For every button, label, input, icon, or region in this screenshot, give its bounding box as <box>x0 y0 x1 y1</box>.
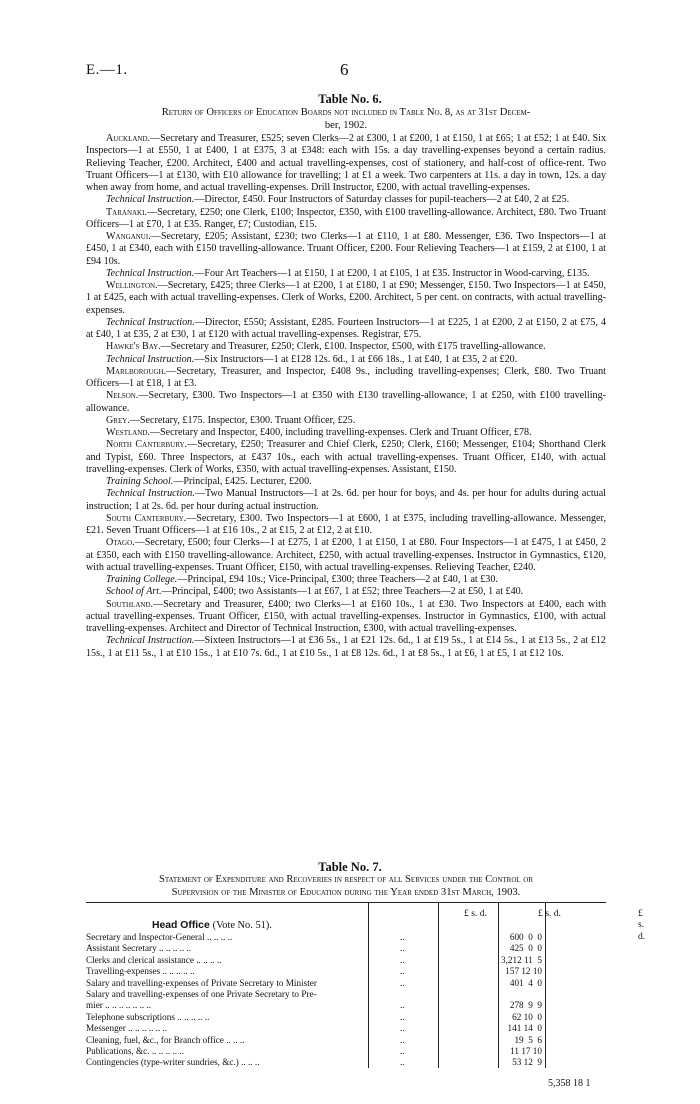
paragraph-text: —Secretary, £250; Treasurer and Chief Clerk, £250; Clerk, £160; Messenger, £104; Shorthand Clerk and Typist, £60. Three Inspectors, at £437 10s., each with actual travelling-expenses. Truant Officer, £140, with actual travelling-expenses. Clerk of Works, £350, with actual travelling-expenses. Assistant, £150. <box>86 439 606 475</box>
table6-paragraph <box>86 317 606 342</box>
table-row-amount: 600 0 0 <box>509 932 542 942</box>
table-row-label: Contingencies (type-writer sundries, &c.) .. .. .. <box>86 1057 260 1068</box>
table6-paragraph <box>86 513 606 538</box>
table-row-label: Travelling-expenses .. .. .. .. .. <box>86 966 195 977</box>
table-row-amount: 11 17 10 <box>510 1046 542 1056</box>
table6-paragraph <box>86 354 606 366</box>
table6-paragraph <box>86 207 606 232</box>
table7-col-rule-1 <box>368 903 369 1068</box>
table6-paragraph <box>86 586 606 598</box>
section-name: Technical Instruction. <box>106 353 195 365</box>
table-row-label: Assistant Secretary .. .. .. .. .. <box>86 943 192 954</box>
paragraph-text: —Director, £450. Four Instructors of Saturday classes for pupil-teachers—2 at £40, 2 at £25. <box>194 194 570 206</box>
paragraph-text: —Secretary, £500; four Clerks—1 at £275, 1 at £200, 1 at £150, 1 at £80. Four Inspectors—1 at £475, 1 at £450, 2 at £350, each with £150 travelling-allowance. Architect, £250, with actual travelling-expenses. Instructor in Gymnastics, £120, with actual travelling-expenses. Truant Officer, £150, with actual travelling-expenses. Relieving Teacher, £240. <box>86 537 606 573</box>
table7-title: Table No. 7. <box>318 860 382 874</box>
table6-paragraph <box>86 427 606 439</box>
paragraph-text: —Secretary, £205; Assistant, £230; two Clerks—1 at £110, 1 at £80. Messenger, £36. Two Inspectors—1 at £450, 1 at £340, each with £150 travelling-allowance. Truant Officer, £200. Four Relieving Teachers—1 at £159, 2 at £100, 1 at £94 10s. <box>86 231 606 267</box>
col-header-1: £ s. d. <box>464 908 487 919</box>
table-row-label: Telephone subscriptions .. .. .. .. .. <box>86 1011 210 1022</box>
table6-paragraph <box>86 133 606 194</box>
paragraph-text: —Director, £550; Assistant, £285. Fourteen Instructors—1 at £225, 1 at £200, 2 at £150, 2 at £75, 4 at £40, 1 at £35, 2 at £30, 1 at £120 with actual travelling-expenses. Registrar, £75. <box>86 316 606 340</box>
table-row-amount: 53 12 9 <box>512 1057 542 1068</box>
section-name: Technical Instruction. <box>106 194 195 206</box>
table-row-dots: .. <box>400 1046 405 1056</box>
table6-paragraph <box>86 194 606 206</box>
section-name: Technical Instruction. <box>106 635 195 647</box>
table-row-amount: 401 4 0 <box>509 977 542 988</box>
table6-paragraph <box>86 488 606 513</box>
table-row-label: Clerks and clerical assistance .. .. .. .. <box>86 954 222 965</box>
board-name: Wanganui. <box>106 231 151 242</box>
paragraph-text: —Secretary, £175. Inspector, £300. Truant Officer, £25. <box>129 414 356 426</box>
board-name: Marlborough. <box>106 365 167 377</box>
table6-paragraph <box>86 390 606 415</box>
table6-caption-line1: Return of Officers of Education Boards not included in Table No. 8, as at 31st Decem- <box>161 107 531 118</box>
board-name: Auckland. <box>106 133 151 144</box>
table6-body <box>86 133 606 660</box>
table-row-label: Publications, &c. .. .. .. .. .. <box>86 1046 184 1056</box>
table6-paragraph <box>86 415 606 427</box>
board-name: Otago. <box>106 537 135 549</box>
board-name: Wellington. <box>106 280 158 291</box>
report-code: E.—1. <box>86 62 128 78</box>
table-row-label: Messenger .. .. .. .. .. .. <box>86 1023 168 1034</box>
table7-top-rule <box>86 902 606 903</box>
table7-col-rule-2 <box>438 903 439 1068</box>
table-row-amount: 425 0 0 <box>509 943 542 954</box>
table6-caption <box>86 107 606 132</box>
col-header-2: £ s. d. <box>538 908 561 919</box>
table6-paragraph <box>86 574 606 586</box>
table6-paragraph <box>86 635 606 660</box>
table-row-dots: .. <box>400 943 405 954</box>
section-name: Training School. <box>106 476 174 487</box>
col-header-3: £ s. d. <box>638 908 646 942</box>
board-name: Westland. <box>106 427 150 438</box>
paragraph-text: —Principal, £400; two Assistants—1 at £67, 1 at £52; three Teachers—2 at £50, 1 at £40. <box>161 586 524 598</box>
table-row-dots: .. <box>400 977 405 988</box>
paragraph-text: —Secretary and Treasurer, £400; two Clerks—1 at £160 10s., 1 at £30. Two Inspectors at £400, each with actual travelling-expenses. Truant Officer, £150, with actual travelling-expenses. Instructor in Gymnastics, £100, with actual travelling-expenses. Architect and Director of Technical Instruction, £300, with actual travelling-expenses. <box>86 598 606 634</box>
table-row-amount: 62 10 0 <box>512 1011 542 1022</box>
section-name: Training College. <box>106 574 178 585</box>
section-name: Technical Instruction. <box>106 267 195 279</box>
table6-title: Table No. 6. <box>318 92 382 106</box>
section-name: School of Art. <box>106 586 162 598</box>
head-office-vote: (Vote No. 51). <box>212 920 272 931</box>
board-name: South Canterbury. <box>106 512 187 524</box>
table-row-label: Secretary and Inspector-General .. .. .. .. <box>86 932 233 942</box>
table-row-dots: .. <box>400 1000 405 1011</box>
head-office-label: Head Office <box>152 920 210 931</box>
board-name: North Canterbury. <box>106 439 188 451</box>
paragraph-text: —Six Instructors—1 at £128 12s. 6d., 1 at £66 18s., 1 at £40, 1 at £35, 2 at £20. <box>194 353 518 365</box>
table-row-amount: 19 5 6 <box>514 1034 542 1045</box>
table-row-label: Cleaning, fuel, &c., for Branch office .. .. .. <box>86 1034 245 1045</box>
table-row-dots: .. <box>400 932 405 942</box>
table7-total: 5,358 18 1 <box>548 1078 591 1089</box>
paragraph-text: —Secretary, £250; one Clerk, £100; Inspector, £350, with £100 travelling-allowance. Architect, £80. Two Truant Officers—1 at £70, 1 at £35. Ranger, £7; Custodian, £15. <box>86 206 606 230</box>
board-name: Taranaki. <box>106 206 147 218</box>
table-row-dots: .. <box>400 1034 405 1045</box>
paragraph-text: —Secretary and Treasurer, £250; Clerk, £100. Inspector, £500, with £175 travelling-allowance. <box>160 341 546 353</box>
table-row-dots: .. <box>400 1023 405 1034</box>
paragraph-text: —Secretary, £300. Two Inspectors—1 at £350 with £130 travelling-allowance, 1 at £250, with £100 travelling-allowance. <box>86 390 606 414</box>
table6-paragraph <box>86 280 606 317</box>
table-row-amount: 157 12 10 <box>505 966 542 977</box>
paragraph-text: —Secretary, £300. Two Inspectors—1 at £600, 1 at £375, including travelling-allowance. Messenger, £21. Seven Truant Officers—1 at £16 10s., 2 at £15, 2 at £12, 2 at £10. <box>86 512 606 536</box>
table-row-amount: 141 14 0 <box>507 1023 542 1034</box>
head-office-heading <box>152 920 272 931</box>
page-number: 6 <box>340 60 349 79</box>
table-row-dots: .. <box>400 1011 405 1022</box>
section-name: Technical Instruction. <box>106 316 195 328</box>
table7-caption-line1: Statement of Expenditure and Recoveries in respect of all Services under the Control or <box>158 874 534 885</box>
paragraph-text: —Secretary, £425; three Clerks—1 at £200, 1 at £180, 1 at £90; Messenger, £150. Two Inspectors—1 at £450, 1 at £425, each with actual travelling-expenses. Clerk of Works, £200. Architect, 5 per cent. on contracts, with actual travelling-expenses. <box>86 280 606 316</box>
board-name: Hawke's Bay. <box>106 341 161 353</box>
paragraph-text: —Secretary, Treasurer, and Inspector, £408 9s., including travelling-expenses; Clerk, £80. Two Truant Officers—1 at £18, 1 at £3. <box>86 365 606 389</box>
board-name: Grey. <box>106 414 130 426</box>
table-row-label: Salary and travelling-expenses of one Private Secretary to Pre- <box>86 989 317 999</box>
table6-paragraph <box>86 341 606 353</box>
table6-caption-line2: ber, 1902. <box>324 119 368 131</box>
table7-caption <box>86 874 606 899</box>
paragraph-text: —Two Manual Instructors—1 at 2s. 6d. per hour for boys, and 4s. per hour for adults during actual instruction; 1 at 2s. 6d. per hour during actual instruction. <box>86 488 606 512</box>
table-row-amount: 278 9 9 <box>509 1000 542 1011</box>
table-row-amount: 3,212 11 5 <box>500 954 542 965</box>
table6-paragraph <box>86 439 606 476</box>
table6-paragraph <box>86 476 606 488</box>
table6-paragraph <box>86 268 606 280</box>
section-name: Technical Instruction. <box>106 488 195 500</box>
table6-paragraph <box>86 366 606 391</box>
paragraph-text: —Sixteen Instructors—1 at £36 5s., 1 at £21 12s. 6d., 1 at £19 5s., 1 at £14 5s., 1 at £13 5s., 2 at £12 15s., 1 at £11 5s., 1 at £10 15s., 1 at £10 7s. 6d., 1 at £10 5s., 1 at £8 12s. 6d., 1 at £8 5s., 1 at £6, 1 at £5, 1 at £12 10s. <box>86 635 606 659</box>
table6-paragraph <box>86 537 606 574</box>
paragraph-text: —Secretary and Treasurer, £525; seven Clerks—2 at £300, 1 at £200, 1 at £150, 1 at £65; 1 at £52; 1 at £40. Six Inspectors—1 at £550, 1 at £400, 1 at £375, 3 at £348: each with 15s. a day travelling-expenses beyond a certain radius. Relieving Teacher, £200. Architect, £400 and actual travelling-expenses, cost of stationery, and half-cost of office-rent. Two Truant Officers—1 at £130, with £10 allowance for travelling; 1 at £1 a week. Two carpenters at 11s. a day in town, 12s. a day when away from home, and actual travelling-expenses. Drill Instructor, £200, with actual travelling-expenses. <box>86 133 606 193</box>
table7-caption-line2: Supervision of the Minister of Education during the Year ended 31st March, 1903. <box>171 886 521 898</box>
table-row-dots: .. <box>400 954 405 965</box>
table6-paragraph <box>86 231 606 268</box>
table7-col-rule-4 <box>545 903 546 1068</box>
board-name: Nelson. <box>106 390 139 402</box>
paragraph-text: —Principal, £94 10s.; Vice-Principal, £300; three Teachers—2 at £40, 1 at £30. <box>177 574 498 585</box>
table-row-dots: .. <box>400 966 405 977</box>
table-row-label: Salary and travelling-expenses of Private Secretary to Minister <box>86 977 317 988</box>
table6-paragraph <box>86 599 606 636</box>
table-row-dots: .. <box>400 1057 405 1068</box>
board-name: Southland. <box>106 598 154 610</box>
paragraph-text: —Four Art Teachers—1 at £150, 1 at £200, 1 at £105, 1 at £35. Instructor in Wood-carving, £135. <box>194 267 590 279</box>
paragraph-text: —Secretary and Inspector, £400, including travelling-expenses. Clerk and Truant Officer, £78. <box>149 427 532 438</box>
table-row-label: mier .. .. .. .. .. .. .. <box>86 1000 152 1011</box>
paragraph-text: —Principal, £425. Lecturer, £200. <box>173 476 312 487</box>
